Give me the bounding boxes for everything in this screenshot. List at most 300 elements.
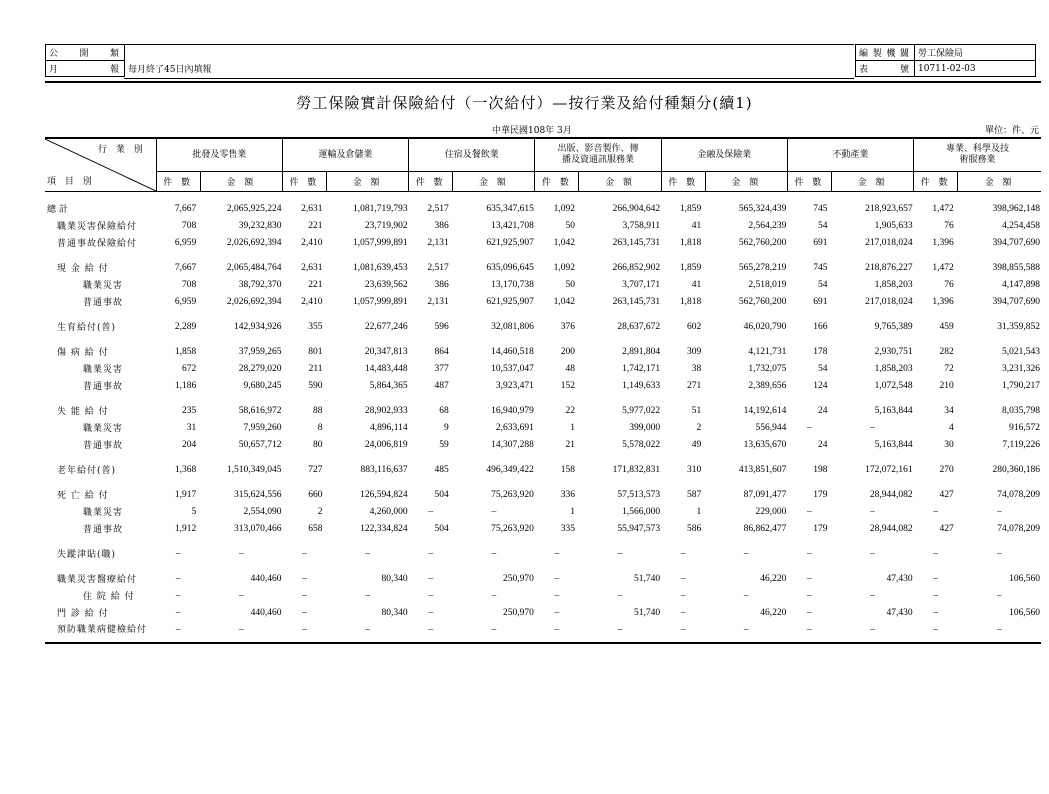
amount-cell: 75,263,920 [491, 489, 534, 500]
table-row [45, 293, 1041, 310]
amount-cell: 51,740 [634, 607, 661, 618]
count-cell: 178 [813, 346, 828, 357]
count-cell: – [302, 573, 307, 584]
amount-cell: 2,389,656 [748, 380, 787, 391]
count-cell: – [156, 621, 200, 643]
amount-cell: 916,572 [1009, 422, 1040, 433]
amount-cell: 565,278,219 [738, 262, 787, 273]
count-cell: 708 [182, 279, 197, 290]
count-cell: – [175, 607, 181, 618]
amount-cell: – [365, 548, 370, 559]
amount-cell: – [453, 621, 535, 643]
count-cell: 335 [560, 523, 575, 534]
amount-cell: 1,566,000 [622, 506, 661, 517]
amount-cell: 5,163,844 [874, 439, 913, 450]
table-row [45, 503, 1041, 520]
amount-cell: 13,421,708 [491, 220, 534, 231]
amount-cell: – [200, 621, 282, 643]
amount-cell: 47,430 [886, 573, 913, 584]
count-cell: – [302, 607, 307, 618]
count-cell: – [428, 607, 434, 618]
count-cell: 2 [696, 422, 702, 433]
count-cell: 1,186 [174, 380, 197, 391]
count-cell: 8 [317, 422, 323, 433]
amount-cell: 1,149,633 [622, 380, 661, 391]
count-cell: – [554, 590, 560, 601]
count-cell: – [807, 422, 812, 433]
count-cell: 6,959 [174, 237, 197, 248]
header-rule [45, 81, 1041, 83]
count-cell: 487 [434, 380, 449, 391]
count-cell: 672 [182, 363, 197, 374]
count-cell: – [428, 590, 434, 601]
amount-cell: – [870, 590, 875, 601]
count-cell: – [428, 506, 434, 517]
header-right-value: 10711-02-03 [915, 61, 1036, 77]
amount-header: 金 額 [327, 172, 409, 192]
header-left-label: 公 開 類 [46, 45, 125, 61]
count-cell: 727 [308, 464, 323, 475]
header-right-row [856, 61, 1036, 77]
amount-cell: 4,260,000 [369, 506, 408, 517]
amount-cell: – [491, 590, 497, 601]
count-cell: – [302, 590, 307, 601]
row-label: 住 院 給 付 [83, 592, 135, 602]
amount-cell: 250,970 [503, 573, 534, 584]
count-cell: 221 [308, 279, 323, 290]
amount-cell: 4,896,114 [370, 422, 408, 433]
amount-cell: – [831, 621, 913, 643]
amount-cell: 9,680,245 [243, 380, 282, 391]
amount-cell: 1,858,203 [874, 363, 913, 374]
amount-cell: 5,578,022 [622, 439, 661, 450]
count-cell: 1,396 [932, 296, 954, 307]
count-cell: 30 [944, 439, 954, 450]
amount-cell: 218,876,227 [865, 262, 913, 273]
amount-cell: 2,026,692,394 [226, 237, 282, 248]
row-label: 失 能 給 付 [57, 407, 109, 417]
amount-cell: – [996, 506, 1002, 517]
row-label: 門 診 給 付 [57, 609, 109, 619]
amount-cell: 3,707,171 [622, 279, 661, 290]
row-label: 職業災害 [83, 281, 124, 291]
amount-cell: 14,192,614 [743, 405, 787, 416]
count-cell: 211 [308, 363, 323, 374]
industry-header: 不動產業 [787, 138, 913, 172]
count-cell: 427 [939, 523, 954, 534]
count-cell: – [282, 621, 326, 643]
count-cell: 377 [434, 363, 449, 374]
amount-cell: 2,564,239 [748, 220, 787, 231]
amount-cell: – [996, 548, 1002, 559]
amount-cell: 7,119,226 [1002, 439, 1040, 450]
amount-cell: 3,231,326 [1002, 363, 1040, 374]
count-header: 件 數 [787, 172, 831, 192]
amount-cell: – [579, 621, 661, 643]
amount-cell: 16,940,979 [491, 405, 534, 416]
amount-cell: 9,765,389 [874, 321, 913, 332]
row-label: 失蹤津貼(職) [57, 550, 117, 560]
table-row [45, 377, 1041, 394]
table-body [45, 192, 1041, 644]
amount-cell: 4,121,731 [748, 346, 787, 357]
header-right-value: 勞工保險局 [915, 45, 1036, 61]
amount-cell: 50,657,712 [238, 439, 282, 450]
count-cell: – [680, 548, 686, 559]
count-cell: – [428, 573, 434, 584]
amount-cell: 13,170,738 [491, 279, 534, 290]
count-cell: 282 [939, 346, 954, 357]
table-row [45, 310, 1041, 335]
amount-cell: 266,852,902 [612, 262, 661, 273]
count-cell: – [807, 590, 812, 601]
amount-cell: 46,020,790 [743, 321, 787, 332]
amount-cell: 28,944,082 [869, 489, 913, 500]
amount-cell: 313,070,466 [233, 523, 282, 534]
amount-cell: 1,510,349,045 [226, 464, 282, 475]
amount-cell: 46,220 [760, 573, 787, 584]
table-row [45, 419, 1041, 436]
count-cell: 691 [813, 296, 828, 307]
count-cell: 1,859 [679, 262, 702, 273]
amount-cell: 1,057,999,891 [353, 296, 408, 307]
amount-cell: 399,000 [629, 422, 661, 433]
count-cell: 310 [686, 464, 702, 475]
count-cell: 587 [686, 489, 702, 500]
amount-cell: 46,220 [760, 607, 787, 618]
count-cell: 1,858 [174, 346, 197, 357]
amount-cell: 28,279,020 [238, 363, 282, 374]
amount-cell: 31,359,852 [997, 321, 1040, 332]
amount-cell: 106,560 [1009, 573, 1040, 584]
count-cell: – [787, 621, 831, 643]
count-cell: 386 [434, 220, 449, 231]
amount-cell: 883,116,637 [360, 464, 408, 475]
amount-header: 金 額 [453, 172, 535, 192]
amount-cell: 126,594,824 [360, 489, 408, 500]
count-cell: 235 [182, 405, 197, 416]
count-cell: 504 [434, 523, 449, 534]
row-label: 普通事故 [83, 525, 124, 535]
amount-cell: 5,021,543 [1002, 346, 1040, 357]
count-cell: 376 [560, 321, 575, 332]
amount-cell: 23,719,902 [364, 220, 408, 231]
amount-cell: 24,006,819 [364, 439, 408, 450]
table-row [45, 604, 1041, 621]
amount-cell: 10,537,047 [491, 363, 534, 374]
amount-cell: 39,232,830 [238, 220, 282, 231]
amount-cell: 32,081,806 [491, 321, 534, 332]
table-row [45, 192, 1041, 218]
count-cell: 427 [939, 489, 954, 500]
page-title: 勞工保險實計保險給付（一次給付）—按行業及給付種類分(續1) [296, 94, 753, 112]
count-header: 件 數 [409, 172, 453, 192]
amount-cell: 2,554,090 [243, 506, 282, 517]
amount-cell: 23,639,562 [364, 279, 408, 290]
amount-cell: 2,518,019 [748, 279, 787, 290]
count-cell: 596 [434, 321, 449, 332]
industry-header: 運輸及倉儲業 [282, 138, 408, 172]
count-cell: 336 [560, 489, 575, 500]
industry-header-row [45, 138, 1041, 172]
amount-cell: 263,145,731 [612, 296, 661, 307]
amount-cell: 87,091,477 [743, 489, 787, 500]
count-cell: 38 [691, 363, 702, 374]
count-cell: – [175, 573, 181, 584]
amount-cell: 1,905,633 [874, 220, 913, 231]
amount-cell: 28,902,933 [364, 405, 408, 416]
count-cell: 22 [565, 405, 575, 416]
count-cell: 9 [444, 422, 449, 433]
row-label: 生育給付(普) [57, 323, 117, 333]
amount-cell: 51,740 [634, 573, 661, 584]
count-cell: 2,631 [301, 203, 323, 214]
amount-cell: 74,078,209 [997, 489, 1040, 500]
amount-cell: 22,677,246 [364, 321, 408, 332]
amount-cell: 263,145,731 [612, 237, 661, 248]
amount-cell: – [870, 506, 875, 517]
amount-cell: 5,864,365 [369, 380, 408, 391]
row-label: 職業災害 [83, 424, 124, 434]
amount-cell: 142,934,926 [233, 321, 282, 332]
header-right-label: 編製機關 [856, 45, 915, 61]
count-cell: 166 [813, 321, 828, 332]
amount-cell: 440,460 [250, 573, 282, 584]
count-cell: 158 [560, 464, 575, 475]
count-cell: 1,396 [932, 237, 954, 248]
row-label: 職業災害醫療給付 [57, 575, 138, 585]
row-label: 普通事故 [83, 382, 124, 392]
count-header: 件 數 [914, 172, 958, 192]
amount-cell: 80,340 [381, 573, 408, 584]
amount-cell: 556,944 [755, 422, 787, 433]
count-header: 件 數 [156, 172, 200, 192]
amount-cell: – [617, 548, 623, 559]
amount-cell: 280,360,186 [992, 464, 1040, 475]
amount-header: 金 額 [705, 172, 787, 192]
amount-cell: 218,923,657 [865, 203, 913, 214]
amount-cell: 1,081,639,453 [353, 262, 408, 273]
amount-cell: 13,635,670 [743, 439, 787, 450]
amount-cell: 4,147,898 [1002, 279, 1040, 290]
count-cell: 200 [560, 346, 575, 357]
amount-cell: 1,858,203 [874, 279, 913, 290]
header-left-label: 月 報 [46, 61, 125, 77]
count-cell: 54 [817, 363, 828, 374]
amount-cell: 75,263,920 [491, 523, 534, 534]
count-cell: 801 [308, 346, 323, 357]
count-cell: 386 [434, 279, 449, 290]
amount-cell: 229,000 [755, 506, 787, 517]
amount-cell: – [238, 590, 244, 601]
count-cell: 485 [434, 464, 449, 475]
amount-cell: 2,633,691 [495, 422, 534, 433]
count-cell: 2,517 [427, 262, 449, 273]
industry-header: 出版、影音製作、傳播及資通訊服務業 [535, 138, 661, 172]
count-cell: 179 [813, 489, 828, 500]
industry-header: 批發及零售業 [156, 138, 282, 172]
count-cell: – [807, 548, 812, 559]
amount-cell: 122,334,824 [360, 523, 408, 534]
table-row [45, 436, 1041, 453]
count-cell: – [680, 607, 686, 618]
count-cell: 179 [813, 523, 828, 534]
data-table [45, 137, 1041, 644]
amount-cell: 28,944,082 [869, 523, 913, 534]
amount-cell: 440,460 [250, 607, 282, 618]
count-cell: 2,289 [174, 321, 197, 332]
count-cell: 72 [944, 363, 954, 374]
count-cell: 586 [686, 523, 702, 534]
count-cell: – [933, 607, 939, 618]
count-cell: 691 [813, 237, 828, 248]
count-cell: 1,859 [679, 203, 702, 214]
amount-cell: – [327, 621, 409, 643]
count-cell: 51 [691, 405, 702, 416]
count-cell: 864 [434, 346, 449, 357]
amount-cell: 635,096,645 [486, 262, 534, 273]
amount-cell: 413,851,607 [738, 464, 787, 475]
count-cell: 221 [308, 220, 323, 231]
count-cell: 745 [813, 203, 828, 214]
count-cell: 1,472 [932, 262, 954, 273]
count-cell: 7,667 [174, 203, 197, 214]
count-cell: 88 [313, 405, 323, 416]
count-cell: – [933, 548, 939, 559]
amount-cell: 20,347,813 [364, 346, 408, 357]
amount-cell: 1,057,999,891 [353, 237, 408, 248]
count-cell: 68 [439, 405, 449, 416]
amount-cell: – [958, 621, 1041, 643]
count-cell: – [175, 548, 181, 559]
count-cell: 1,368 [174, 464, 197, 475]
amount-cell: 86,862,477 [743, 523, 787, 534]
count-cell: 41 [691, 220, 702, 231]
amount-cell: – [365, 590, 370, 601]
amount-cell: 2,026,692,394 [226, 296, 282, 307]
row-label: 死 亡 給 付 [57, 491, 109, 501]
table-row [45, 478, 1041, 503]
count-cell: 41 [691, 279, 702, 290]
count-cell: 1,917 [174, 489, 197, 500]
amount-header: 金 額 [579, 172, 661, 192]
count-cell: 198 [813, 464, 828, 475]
count-cell: 5 [191, 506, 197, 517]
amount-cell: 3,758,911 [622, 220, 661, 231]
table-row [45, 394, 1041, 419]
amount-cell: 398,962,148 [992, 203, 1040, 214]
count-cell: 76 [944, 220, 954, 231]
header-right-label: 表 號 [856, 61, 915, 77]
count-cell: 1,092 [553, 262, 575, 273]
count-cell: 660 [308, 489, 323, 500]
amount-cell: – [491, 548, 497, 559]
count-cell: 2,410 [301, 237, 323, 248]
count-cell: 2,631 [301, 262, 323, 273]
row-label: 普通事故保險給付 [57, 239, 138, 249]
amount-cell: 1,081,719,793 [353, 203, 408, 214]
amount-cell: 74,078,209 [997, 523, 1040, 534]
count-cell: – [302, 548, 307, 559]
row-label: 老年給付(普) [57, 466, 117, 476]
corner-header [45, 138, 156, 192]
amount-cell: 57,513,573 [617, 489, 661, 500]
amount-cell: 172,072,161 [865, 464, 913, 475]
amount-cell: 37,959,265 [238, 346, 282, 357]
count-cell: 2,131 [427, 237, 449, 248]
row-label: 預防職業病健檢給付 [45, 621, 156, 643]
amount-cell: 38,792,370 [238, 279, 282, 290]
amount-cell: 1,790,217 [1002, 380, 1040, 391]
amount-cell: 14,460,518 [491, 346, 534, 357]
amount-cell: 217,018,024 [865, 237, 913, 248]
industry-header: 金融及保險業 [661, 138, 787, 172]
amount-cell: – [238, 548, 244, 559]
count-cell: 76 [944, 279, 954, 290]
count-header: 件 數 [282, 172, 326, 192]
count-cell: – [535, 621, 579, 643]
amount-cell: 80,340 [381, 607, 408, 618]
count-cell: 124 [813, 380, 828, 391]
amount-cell: – [870, 422, 875, 433]
count-cell: 2,410 [301, 296, 323, 307]
amount-cell: 5,977,022 [622, 405, 661, 416]
report-period: 中華民國108年 3月 [492, 126, 572, 136]
table-row [45, 234, 1041, 251]
table-row [45, 276, 1041, 293]
count-cell: 2 [317, 506, 323, 517]
amount-cell: 2,065,484,764 [226, 262, 282, 273]
amount-cell: 266,904,642 [612, 203, 661, 214]
count-cell: 50 [565, 279, 575, 290]
count-cell: 2,517 [427, 203, 449, 214]
amount-cell: 496,349,422 [486, 464, 534, 475]
count-cell: 504 [434, 489, 449, 500]
row-label: 總 計 [47, 205, 68, 215]
amount-cell: 1,072,548 [874, 380, 913, 391]
amount-cell: 1,732,075 [748, 363, 787, 374]
count-cell: 204 [182, 439, 197, 450]
table-row [45, 537, 1041, 562]
count-cell: – [554, 607, 560, 618]
amount-cell: 14,307,288 [491, 439, 534, 450]
count-cell: 745 [813, 262, 828, 273]
count-cell: – [554, 548, 560, 559]
header-line [124, 44, 854, 79]
row-label: 職業災害保險給付 [57, 222, 138, 232]
count-cell: 21 [565, 439, 575, 450]
count-cell: 1,818 [679, 296, 702, 307]
count-cell: – [807, 573, 812, 584]
corner-row-label: 項 目 別 [47, 177, 95, 187]
amount-header: 金 額 [958, 172, 1041, 192]
amount-cell: 3,923,471 [495, 380, 534, 391]
header-left-value: 每月終了45日內填報 [128, 65, 212, 75]
count-cell: 1,042 [553, 237, 575, 248]
table-row [45, 520, 1041, 537]
count-cell: 152 [560, 380, 575, 391]
count-cell: 49 [691, 439, 702, 450]
amount-cell: 394,707,690 [992, 296, 1040, 307]
row-label: 普通事故 [83, 298, 124, 308]
amount-cell: 171,832,831 [612, 464, 661, 475]
amount-cell: 14,483,448 [364, 363, 408, 374]
amount-cell: 635,347,615 [486, 203, 534, 214]
row-label: 現 金 給 付 [57, 264, 109, 274]
count-cell: 270 [939, 464, 954, 475]
count-cell: 708 [182, 220, 197, 231]
table-row [45, 217, 1041, 234]
